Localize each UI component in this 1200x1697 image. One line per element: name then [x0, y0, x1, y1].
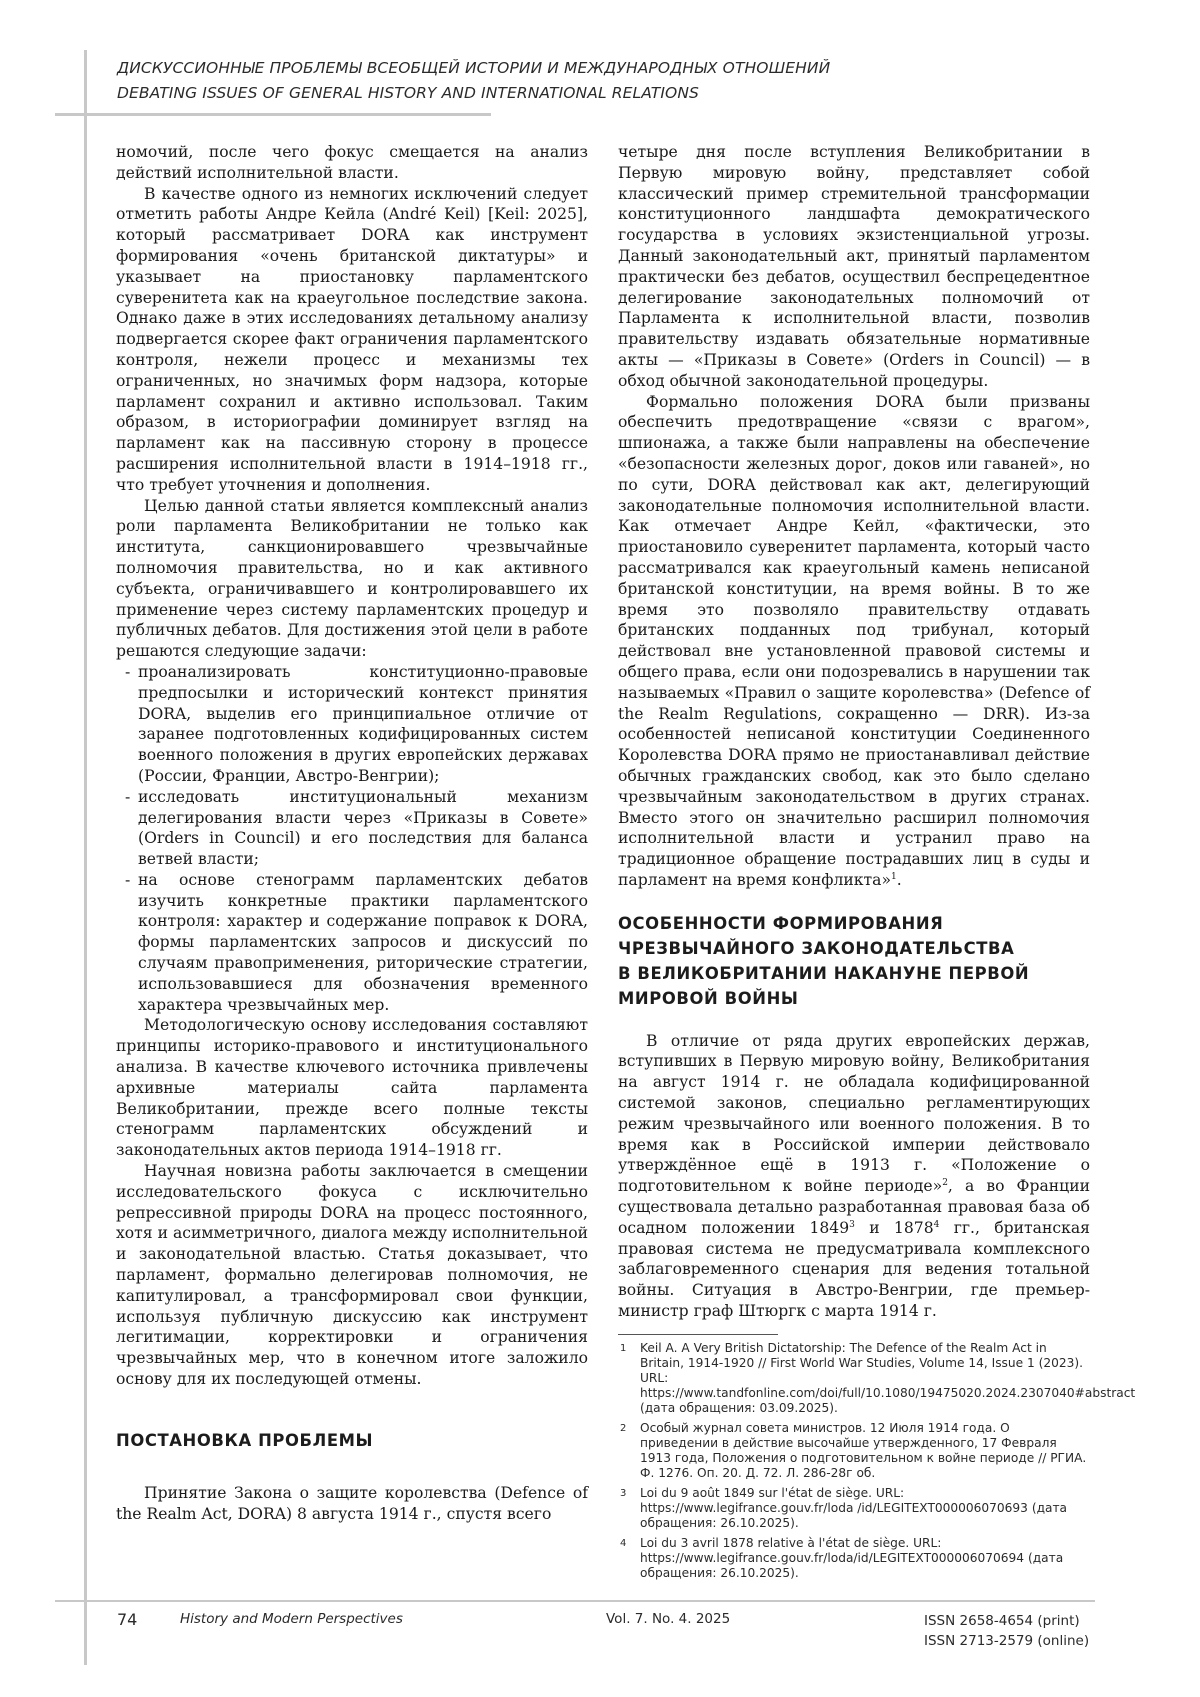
volume-info: Vol. 7. No. 4. 2025 — [606, 1611, 731, 1627]
section-heading-line: ОСОБЕННОСТИ ФОРМИРОВАНИЯ — [618, 913, 944, 933]
footnote-ref[interactable]: 3 — [849, 1219, 855, 1230]
journal-title: History and Modern Perspectives — [180, 1611, 403, 1627]
section-heading-line: МИРОВОЙ ВОЙНЫ — [618, 988, 799, 1008]
paragraph: номочий, после чего фокус смещается на анализ действий исполнительной власти. — [116, 143, 588, 182]
paragraph: Методологическую основу исследования составляют принципы историко-правового и институционального анализа. В качестве ключевого источника привлечены архивные материалы сайта парламента Великобритании, прежде всего полные тексты стенограмм парламентских обсуждений и законодательных актов периода 1914–1918 гг. — [116, 1016, 588, 1160]
running-head — [117, 56, 1117, 106]
paragraph: Научная новизна работы заключается в смещении исследовательского фокуса с исключительно репрессивной природы DORA на процесс постоянного, хотя и асимметричного, диалога между исполнительной и законодательной властью. Статья доказывает, что парламент, формально делегировав полномочия, не капитулировал, а трансформировал свои функции, используя публичную дискуссию как инструмент легитимации, корректировки и ограничения чрезвычайных мер, что в конечном итоге заложило основу для их последующей отмены. — [116, 1162, 588, 1389]
footnote-number: 1 — [620, 1342, 627, 1354]
list-item-text: на основе стенограмм парламентских дебатов изучить конкретные практики парламентского контроля: характер и содержание поправок к DORA, формы парламентских запросов и дискуссий по случаям правоприменения, риторические стратегии, использовавшиеся для обозначения временного характера чрезвычайных мер. — [138, 870, 588, 1014]
paragraph: четыре дня после вступления Великобритании в Первую мировую войну, представляет собой классический пример стремительной трансформации конституционного ландшафта демократического государства в условиях экзистенциальной угрозы. Данный законодательный акт, принятый парламентом практически без дебатов, осуществил беспрецедентное делегирование законодательных полномочий от Парламента к исполнительной власти, позволив правительству издавать обязательные нормативные акты — «Приказы в Совете» (Orders in Council) — в обход обычной законодательной процедуры. — [618, 143, 1090, 390]
list-item — [125, 787, 588, 870]
task-list — [116, 662, 588, 1016]
paragraph-text: и 1878 — [854, 1218, 934, 1237]
paragraph — [618, 1031, 1090, 1322]
footnote-number: 4 — [620, 1537, 627, 1549]
list-dash: - — [125, 662, 131, 681]
footnote-number: 2 — [620, 1422, 627, 1434]
paragraph: В качестве одного из немногих исключений следует отметить работы Андре Кейла (André Keil) [Keil: 2025], который рассматривает DORA как инструмент формирования «очень британской диктатуры» и указывает на приостановку парламентского суверенитета как на краеугольное последствие закона. Однако даже в этих исследованиях детальному анализу подвергается скорее факт ограничения парламентского контроля, нежели процесс и механизмы тех ограниченных, но значимых форм надзора, которые парламент сохранил и активно использовал. Таким образом, в историографии доминирует взгляд на парламент как на пассивную сторону в процессе расширения исполнительной власти в 1914–1918 гг., что требует уточнения и дополнения. — [116, 184, 588, 494]
footnote — [618, 1486, 1090, 1531]
running-head-ru: ДИСКУССИОННЫЕ ПРОБЛЕМЫ ВСЕОБЩЕЙ ИСТОРИИ И МЕЖДУНАРОДНЫХ ОТНОШЕНИЙ — [117, 59, 831, 77]
footnote-ref[interactable]: 4 — [933, 1219, 940, 1230]
right-column — [618, 142, 1136, 1586]
list-dash: - — [125, 787, 131, 806]
footnote-ref[interactable]: 1 — [891, 871, 897, 882]
running-head-en: DEBATING ISSUES OF GENERAL HISTORY AND INTERNATIONAL RELATIONS — [117, 84, 699, 102]
margin-vertical-rule — [84, 50, 87, 1665]
paragraph-text: Формально положения DORA были призваны обеспечить предотвращение «связи с врагом», шпионажа, а также были направлены на обеспечение «безопасности железных дорог, доков или гаваней», но по сути, DORA действовал как акт, делегирующий законодательные полномочия исполнительной власти. Как отмечает Андре Кейл, «фактически, это приостановило суверенитет парламента, который часто рассматривался как краеугольный камень неписаной британской конституции, на время войны. В то же время это позволяло правительству отдавать британских подданных под трибунал, который действовал вне установленной правовой системы и общего права, если они подозревались в нарушении так называемых «Правил о защите королевства» (Defence of the Realm Regulations, сокращенно — DRR). Из-за особенностей неписаной конституции Соединенного Королевства DORA прямо не приостанавливал действие обычных гражданских свобод, как это было сделано чрезвычайным законодательством в других странах. Вместо этого он значительно расширил полномочия исполнительной власти и устранил право на традиционное обращение пострадавших лиц в суды и парламент на время конфликта» — [618, 392, 1090, 889]
footer-rule — [55, 1600, 1095, 1602]
footnote-number: 3 — [620, 1487, 627, 1499]
paragraph: Целью данной статьи является комплексный анализ роли парламента Великобритании не только как института, санкционировавшего чрезвычайные полномочия правительства, но и как активного субъекта, ограничивавшего и контролировавшего их применение через систему парламентских процедур и публичных дебатов. Для достижения этой цели в работе решаются следующие задачи: — [116, 496, 588, 661]
list-item-text: исследовать институциональный механизм делегирования власти через «Приказы в Совете» (Orders in Council) и его последствия для баланса ветвей власти; — [138, 787, 588, 869]
issn-block — [924, 1611, 1089, 1651]
footnote-text: Особый журнал совета министров. 12 Июля 1914 года. О приведении в действие высочайше утвержденного, 17 Февраля 1913 года, Положения о подготовительном к войне периоде // РГИА. Ф. 1276. Оп. 20. Д. 72. Л. 286-28г об. — [640, 1420, 1087, 1480]
paragraph-text: , а во Франции существовала детально разработанная правовая база об осадном положении 1849 — [618, 1177, 1090, 1237]
footnote — [618, 1421, 1090, 1481]
footnote-rule — [618, 1334, 778, 1335]
paragraph-text: гг., британская правовая система не предусматривала комплексного заблаговременного сценария для ведения тотальной войны. Ситуация в Австро-Венгрии, где премьер-министр граф Штюргк с марта 1914 г. — [618, 1218, 1090, 1321]
list-item-text: проанализировать конституционно-правовые предпосылки и исторический контекст принятия DORA, выделив его принципиальное отличие от заранее подготовленных кодифицированных систем военного положения в других европейских державах (России, Франции, Австро-Венгрии); — [138, 662, 588, 785]
left-column — [116, 142, 588, 1524]
section-heading-line: В ВЕЛИКОБРИТАНИИ НАКАНУНЕ ПЕРВОЙ — [618, 963, 1030, 983]
section-heading-line: ЧРЕЗВЫЧАЙНОГО ЗАКОНОДАТЕЛЬСТВА — [618, 938, 1015, 958]
list-item — [125, 662, 588, 787]
footnote-ref[interactable]: 2 — [942, 1178, 948, 1189]
page-number: 74 — [117, 1610, 138, 1629]
footnote — [618, 1536, 1090, 1581]
footnote-text: Keil A. A Very British Dictatorship: The Defence of the Realm Act in Britain, 1914-1920 // First World War Studies, Volume 14, Issue 1 (2023). URL: https://www.tandfonline.com/doi/full/10.1080/19475020.2024.2307040#abstract (дата обращения: 03.09.2025). — [640, 1340, 1136, 1415]
footnote-text: Loi du 9 août 1849 sur l'état de siège. URL: https://www.legifrance.gouv.fr/loda /id/LEGITEXT000006070693 (дата обращения: 26.10.2025). — [640, 1485, 1068, 1530]
paragraph-text: В отличие от ряда других европейских держав, вступивших в Первую мировую войну, Великобритания на август 1914 г. не обладала кодифицированной системой законов, специально регламентирующих режим чрезвычайного или военного положения. В то время как в Российской империи действовало утверждённое ещё в 1913 г. «Положение о подготовительном к войне периоде» — [618, 1031, 1090, 1196]
section-heading — [618, 911, 1090, 1011]
footnotes — [618, 1340, 1136, 1581]
list-item — [125, 870, 588, 1016]
paragraph: Формально положения DORA были призваны обеспечить предотвращение «связи с врагом», шпионажа, а также были направлены на обеспечение «безопасности железных дорог, доков или гаваней», но по сути, DORA действовал как акт, делегирующий законодательные полномочия исполнительной власти. Как отмечает Андре Кейл, «фактически, это приостановило суверенитет парламента, который часто рассматривался как краеугольный камень неписаной британской конституции, на время войны. В то же время это позволяло правительству отдавать британских подданных под трибунал, который действовал вне установленной правовой системы и общего права, если они подозревались в нарушении так называемых «Правил о защите королевства» (Defence of the Realm Regulations, сокращенно — DRR). Из-за особенностей неписаной конституции Соединенного Королевства DORA прямо не приостанавливал действие обычных гражданских свобод, как это было сделано чрезвычайным законодательством в других странах. Вместо этого он значительно расширил полномочия исполнительной власти и устранил право на традиционное обращение пострадавших лиц в суды и парламент на время конфликта»$^1$. — [618, 392, 1090, 889]
paragraph: Принятие Закона о защите королевства (Defence of the Realm Act, DORA) 8 августа 1914 г., спустя всего — [116, 1483, 588, 1523]
issn-print: ISSN 2658-4654 (print) — [924, 1613, 1080, 1629]
header-rule — [55, 113, 491, 116]
footnote-text: Loi du 3 avril 1878 relative à l'état de siège. URL: https://www.legifrance.gouv.fr/loda/id/LEGITEXT000006070694 (дата обращения: 26.10.2025). — [640, 1535, 1064, 1580]
footnote — [618, 1340, 1136, 1416]
issn-online: ISSN 2713-2579 (online) — [924, 1633, 1090, 1649]
section-heading: ПОСТАНОВКА ПРОБЛЕМЫ — [116, 1430, 374, 1450]
list-dash: - — [125, 870, 131, 889]
